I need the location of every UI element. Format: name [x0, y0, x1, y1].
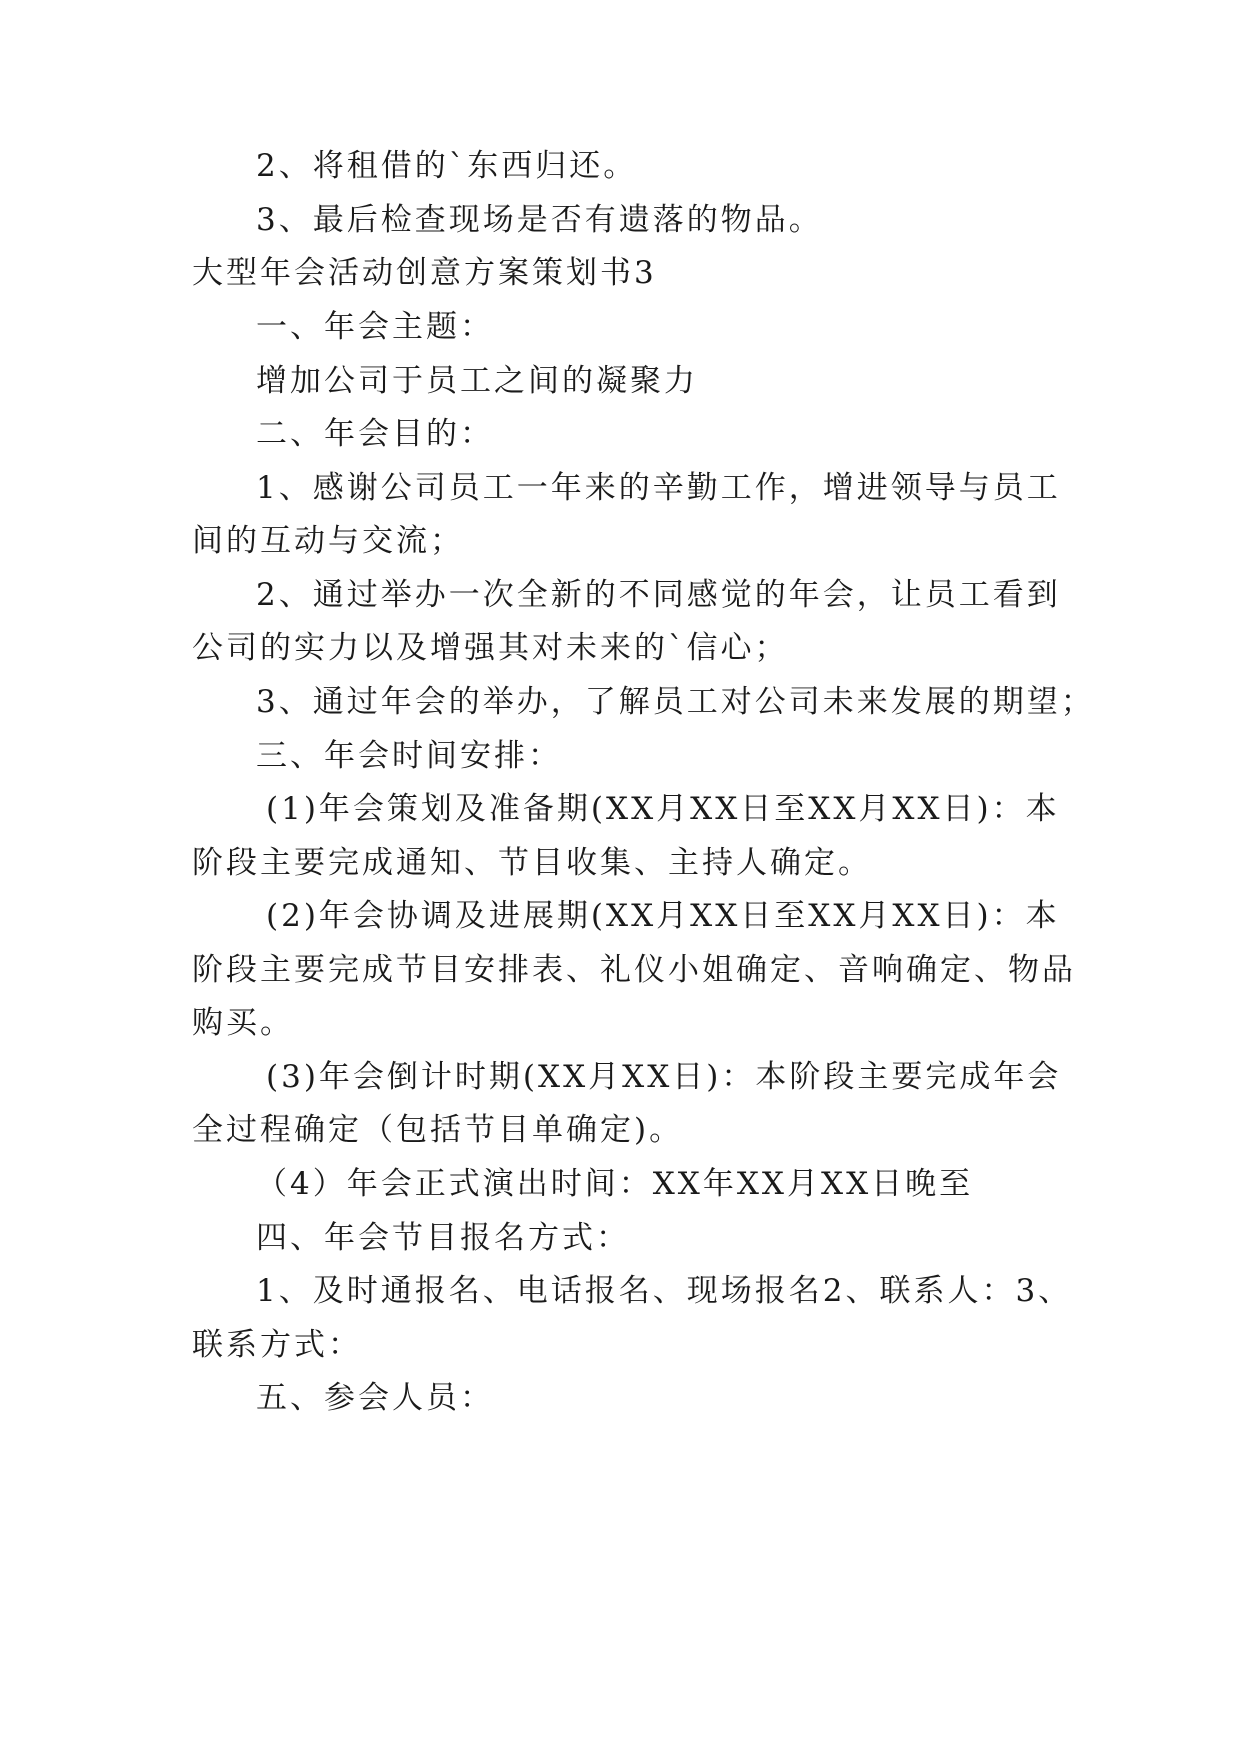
paragraph-return-items: 2、将租借的`东西归还。 — [256, 148, 638, 184]
paragraph-purpose-2-cont: 公司的实力以及增强其对未来的`信心； — [192, 630, 789, 666]
paragraph-purpose-1: 1、感谢公司员工一年来的辛勤工作，增进领导与员工 — [256, 470, 1061, 506]
paragraph-schedule-4: （4）年会正式演出时间：XX年XX月XX日晚至 — [256, 1166, 974, 1202]
section-heading-attendees: 五、参会人员： — [256, 1380, 494, 1416]
section-heading-signup: 四、年会节目报名方式： — [256, 1220, 630, 1256]
paragraph-schedule-2-end: 购买。 — [192, 1005, 294, 1041]
document-title: 大型年会活动创意方案策划书3 — [192, 255, 657, 291]
section-heading-theme: 一、年会主题： — [256, 309, 494, 345]
paragraph-signup-cont: 联系方式： — [192, 1327, 362, 1363]
paragraph-theme: 增加公司于员工之间的凝聚力 — [256, 363, 698, 399]
paragraph-check-site: 3、最后检查现场是否有遗落的物品。 — [256, 202, 823, 238]
paragraph-schedule-2-cont: 阶段主要完成节目安排表、礼仪小姐确定、音响确定、物品 — [192, 952, 1076, 988]
section-heading-purpose: 二、年会目的： — [256, 416, 494, 452]
paragraph-purpose-2: 2、通过举办一次全新的不同感觉的年会，让员工看到 — [256, 577, 1061, 613]
paragraph-schedule-3: (3)年会倒计时期(XX月XX日)：本阶段主要完成年会 — [266, 1059, 1062, 1095]
paragraph-purpose-1-cont: 间的互动与交流； — [192, 523, 464, 559]
paragraph-schedule-1: (1)年会策划及准备期(XX月XX日至XX月XX日)：本 — [266, 791, 1060, 827]
paragraph-purpose-3: 3、通过年会的举办，了解员工对公司未来发展的期望； — [256, 684, 1095, 720]
paragraph-signup: 1、及时通报名、电话报名、现场报名2、联系人：3、 — [256, 1273, 1073, 1309]
paragraph-schedule-2: (2)年会协调及进展期(XX月XX日至XX月XX日)：本 — [266, 898, 1060, 934]
paragraph-schedule-1-cont: 阶段主要完成通知、节目收集、主持人确定。 — [192, 845, 872, 881]
section-heading-schedule: 三、年会时间安排： — [256, 738, 562, 774]
paragraph-schedule-3-cont: 全过程确定（包括节目单确定)。 — [192, 1112, 684, 1148]
